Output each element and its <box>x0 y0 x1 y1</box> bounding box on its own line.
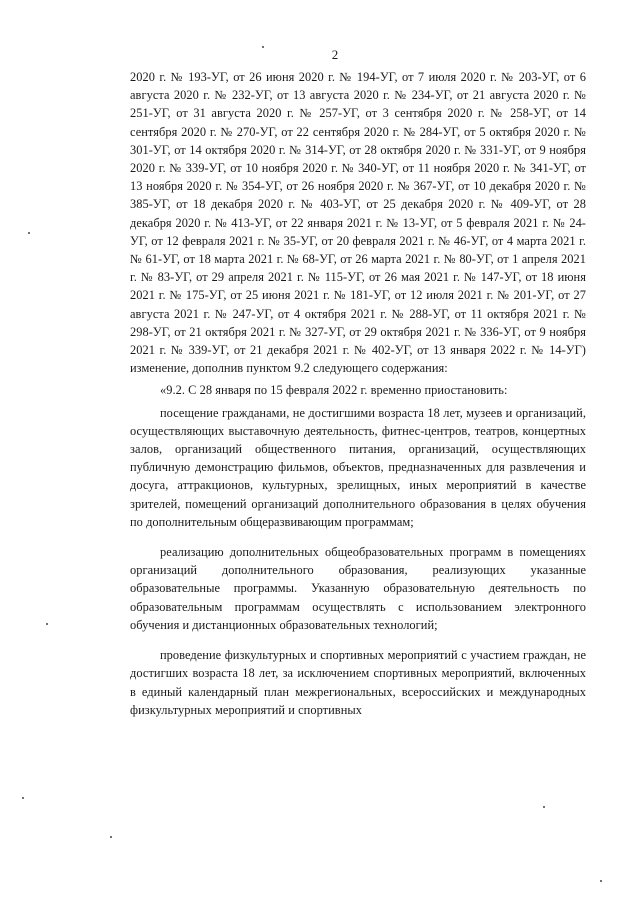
paragraph-visits: посещение гражданами, не достигшими возраста 18 лет, музеев и организаций, осуществляющих выставочную деятельность, фитнес-центров, театров, концертных залов, организаций общественного питания, организаций, осуществляющих публичную демонстрацию фильмов, объектов, предназначенных для развлечения и досуга, аттракционов, культурных, зрелищных, иных мероприятий в качестве зрителей, помещений организаций дополнительного образования в целях обучения по дополнительным общеразвивающим программам; <box>130 405 586 529</box>
scan-speck <box>110 836 112 838</box>
paragraph-continuation: 2020 г. № 193-УГ, от 26 июня 2020 г. № 194-УГ, от 7 июля 2020 г. № 203-УГ, от 6 августа 2020 г. № 232-УГ, от 13 августа 2020 г. № 234-УГ, от 21 августа 2020 г. № 251-УГ, от 31 августа 2020 г. № 257-УГ, от 3 сентября 2020 г. № 258-УГ, от 14 сентября 2020 г. № 270-УГ, от 22 сентября 2020 г. № 284-УГ, от 5 октября 2020 г. № 301-УГ, от 14 октября 2020 г. № 314-УГ, от 28 октября 2020 г. № 331-УГ, от 9 ноября 2020 г. № 339-УГ, от 10 ноября 2020 г. № 340-УГ, от 11 ноября 2020 г. № 341-УГ, от 13 ноября 2020 г. № 354-УГ, от 26 ноября 2020 г. № 367-УГ, от 10 декабря 2020 г. № 385-УГ, от 18 декабря 2020 г. № 403-УГ, от 25 декабря 2020 г. № 409-УГ, от 28 декабря 2020 г. № 413-УГ, от 22 января 2021 г. № 13-УГ, от 5 февраля 2021 г. № 24-УГ, от 12 февраля 2021 г. № 35-УГ, от 20 февраля 2021 г. № 46-УГ, от 4 марта 2021 г. № 61-УГ, от 18 марта 2021 г. № 68-УГ, от 26 марта 2021 г. № 80-УГ, от 1 апреля 2021 г. № 83-УГ, от 29 апреля 2021 г. № 115-УГ, от 26 мая 2021 г. № 147-УГ, от 18 июня 2021 г. № 175-УГ, от 25 июня 2021 г. № 181-УГ, от 12 июля 2021 г. № 201-УГ, от 27 августа 2021 г. № 247-УГ, от 4 октября 2021 г. № 288-УГ, от 11 октября 2021 г. № 298-УГ, от 21 октября 2021 г. № 327-УГ, от 29 октября 2021 г. № 336-УГ, от 9 ноября 2021 г. № 339-УГ, от 21 декабря 2021 г. № 402-УГ, от 13 января 2022 г. № 14-УГ) изменение, дополнив пунктом 9.2 следующего содержания: <box>130 70 586 376</box>
paragraph-sports: проведение физкультурных и спортивных мероприятий с участием граждан, не достигших возраста 18 лет, за исключением спортивных мероприятий, включенных в единый календарный план межрегиональных, всероссийских и международных физкультурных мероприятий и спортивных <box>130 648 586 717</box>
scan-speck <box>543 806 545 808</box>
page-number: 2 <box>331 47 339 62</box>
scan-speck <box>600 880 602 882</box>
scan-speck <box>262 46 264 48</box>
paragraph-clause-9-2: «9.2. С 28 января по 15 февраля 2022 г. временно приостановить: <box>160 383 508 398</box>
paragraph-programs: реализацию дополнительных общеобразовательных программ в помещениях организаций дополнительного образования, реализующих указанные образовательные программы. Указанную образовательную деятельность по образовательным программам осуществлять с использованием электронного обучения и дистанционных образовательных технологий; <box>130 545 586 632</box>
scan-speck <box>22 797 24 799</box>
scan-speck <box>46 623 48 625</box>
scan-speck <box>28 232 30 234</box>
document-body <box>130 68 586 719</box>
